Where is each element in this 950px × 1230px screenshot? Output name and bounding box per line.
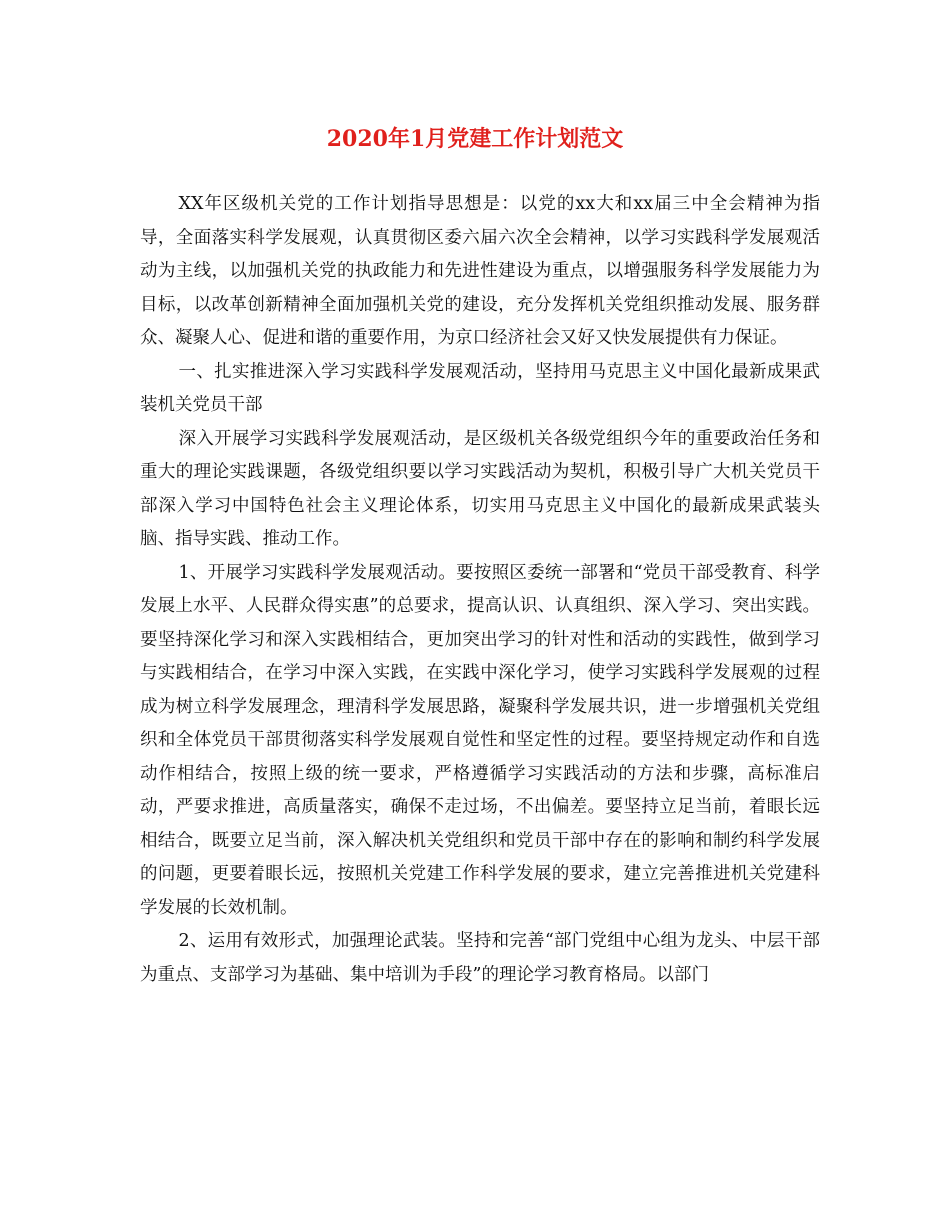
paragraph-item-two: 2、运用有效形式，加强理论武装。坚持和完善“部门党组中心组为龙头、中层干部为重点、支部学习为基础、集中培训为手段”的理论学习教育格局。以部门 <box>140 931 820 985</box>
paragraph-guiding-ideology: XX年区级机关党的工作计划指导思想是：以党的xx大和xx届三中全会精神为指导，全面落实科学发展观，认真贯彻区委六届六次全会精神，以学习实践科学发展观活动为主线，以加强机关党的执政能力和先进性建设为重点，以增强服务科学发展能力为目标，以改革创新精神全面加强机关党的建设，充分发挥机关党组织推动发展、服务群众、凝聚人心、促进和谐的重要作用，为京口经济社会又好又快发展提供有力保证。 <box>140 194 820 348</box>
document-body <box>140 188 820 992</box>
paragraph-item-one: 1、开展学习实践科学发展观活动。要按照区委统一部署和“党员干部受教育、科学发展上水平、人民群众得实惠”的总要求，提高认识、认真组织、深入学习、突出实践。要坚持深化学习和深入实践相结合，更加突出学习的针对性和活动的实践性，做到学习与实践相结合，在学习中深入实践，在实践中深化学习，使学习实践科学发展观的过程成为树立科学发展理念，理清科学发展思路，凝聚科学发展共识，进一步增强机关党组织和全体党员干部贯彻落实科学发展观自觉性和坚定性的过程。要坚持规定动作和自选动作相结合，按照上级的统一要求，严格遵循学习实践活动的方法和步骤，高标准启动，严要求推进，高质量落实，确保不走过场，不出偏差。要坚持立足当前，着眼长远相结合，既要立足当前，深入解决机关党组织和党员干部中存在的影响和制约科学发展的问题，更要着眼长远，按照机关党建工作科学发展的要求，建立完善推进机关党建科学发展的长效机制。 <box>140 562 820 918</box>
paragraph-section-one-heading: 一、扎实推进深入学习实践科学发展观活动，坚持用马克思主义中国化最新成果武装机关党员干部 <box>140 361 820 415</box>
document-title: 2020年1月党建工作计划范文 <box>326 126 624 152</box>
paragraph-section-one-intro: 深入开展学习实践科学发展观活动，是区级机关各级党组织今年的重要政治任务和重大的理论实践课题，各级党组织要以学习实践活动为契机，积极引导广大机关党员干部深入学习中国特色社会主义理论体系，切实用马克思主义中国化的最新成果武装头脑、指导实践、推动工作。 <box>140 428 820 549</box>
